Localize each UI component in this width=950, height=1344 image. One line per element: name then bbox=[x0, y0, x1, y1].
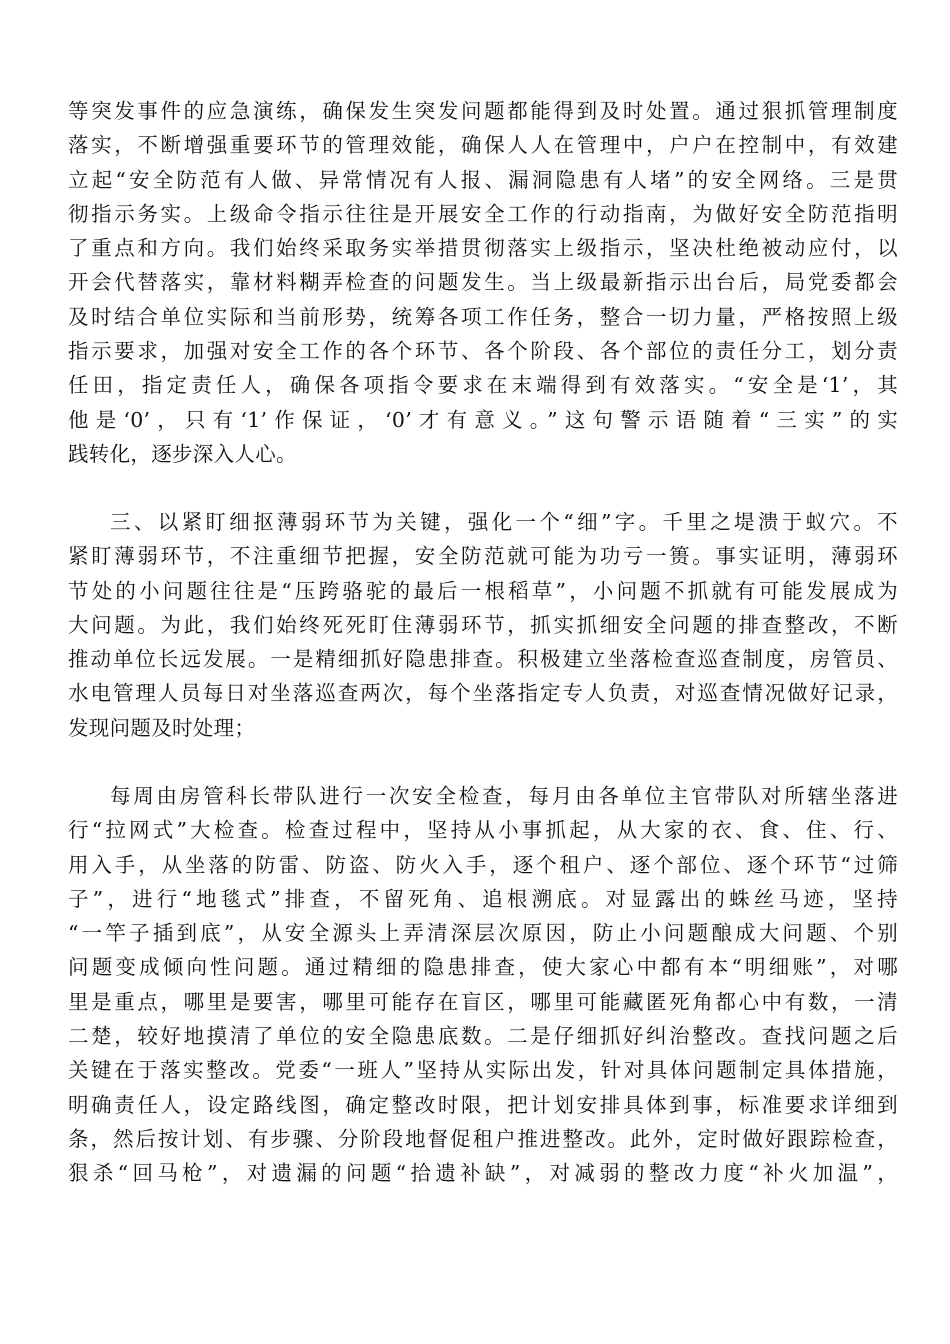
text-line: 发现问题及时处理； bbox=[68, 715, 256, 740]
text-line: 条，然后按计划、有步骤、分阶段地督促租户推进整改。此外，定时做好跟踪检查， bbox=[68, 1126, 898, 1151]
text-line: 及时结合单位实际和当前形势，统筹各项工作任务，整合一切力量，严格按照上级 bbox=[68, 304, 898, 329]
text-line: 用入手，从坐落的防雷、防盗、防火入手，逐个租户、逐个部位、逐个环节“过筛 bbox=[68, 852, 898, 877]
text-line: 等突发事件的应急演练，确保发生突发问题都能得到及时处置。通过狠抓管理制度 bbox=[68, 99, 898, 123]
text-line: 每周由房管科长带队进行一次安全检查，每月由各单位主官带队对所辖坐落进 bbox=[110, 784, 898, 808]
text-line: 问题变成倾向性问题。通过精细的隐患排查，使大家心中都有本“明细账”，对哪 bbox=[68, 955, 898, 980]
text-line: 任田，指定责任人，确保各项指令要求在末端得到有效落实。“安全是‘1’，其 bbox=[68, 373, 898, 398]
text-line: 践转化，逐步深入人心。 bbox=[68, 441, 297, 466]
text-line: 立起“安全防范有人做、异常情况有人报、漏洞隐患有人堵”的安全网络。三是贯 bbox=[68, 167, 898, 192]
text-line: 二楚，较好地摸清了单位的安全隐患底数。二是仔细抓好纠治整改。查找问题之后 bbox=[68, 1024, 898, 1049]
text-line: 行“拉网式”大检查。检查过程中，坚持从小事抓起，从大家的衣、食、住、行、 bbox=[68, 818, 898, 843]
text-line: 他是‘0’，只有‘1’作保证，‘0’才有意义。”这句警示语随着“三实”的实 bbox=[68, 407, 898, 432]
text-line: 大问题。为此，我们始终死死盯住薄弱环节，抓实抓细安全问题的排查整改，不断 bbox=[68, 612, 898, 637]
text-line: 紧盯薄弱环节，不注重细节把握，安全防范就可能为功亏一篑。事实证明，薄弱环 bbox=[68, 544, 898, 569]
text-line: 节处的小问题往往是“压跨骆驼的最后一根稻草”，小问题不抓就有可能发展成为 bbox=[68, 578, 898, 603]
text-line: 开会代替落实，靠材料糊弄检查的问题发生。当上级最新指示出台后，局党委都会 bbox=[68, 270, 898, 295]
text-line: 三、以紧盯细抠薄弱环节为关键，强化一个“细”字。千里之堤溃于蚁穴。不 bbox=[110, 510, 898, 534]
paragraph-3 bbox=[68, 779, 898, 1191]
text-line: 关键在于落实整改。党委“一班人”坚持从实际出发，针对具体问题制定具体措施， bbox=[68, 1058, 898, 1083]
text-line: “一竿子插到底”，从安全源头上弄清深层次原因，防止小问题酿成大问题、个别 bbox=[68, 921, 898, 946]
text-line: 彻指示务实。上级命令指示往往是开展安全工作的行动指南，为做好安全防范指明 bbox=[68, 201, 898, 226]
paragraph-1 bbox=[68, 94, 898, 471]
paragraph-2 bbox=[68, 505, 898, 745]
text-line: 水电管理人员每日对坐落巡查两次，每个坐落指定专人负责，对巡查情况做好记录， bbox=[68, 681, 898, 706]
text-line: 里是重点，哪里是要害，哪里可能存在盲区，哪里可能藏匿死角都心中有数，一清 bbox=[68, 989, 898, 1014]
text-line: 狠杀“回马枪”，对遗漏的问题“拾遗补缺”，对减弱的整改力度“补火加温”， bbox=[68, 1161, 898, 1186]
text-line: 指示要求，加强对安全工作的各个环节、各个阶段、各个部位的责任分工，划分责 bbox=[68, 339, 898, 364]
text-line: 子”，进行“地毯式”排查，不留死角、追根溯底。对显露出的蛛丝马迹，坚持 bbox=[68, 886, 898, 911]
text-line: 明确责任人，设定路线图，确定整改时限，把计划安排具体到事，标准要求详细到 bbox=[68, 1092, 898, 1117]
text-line: 了重点和方向。我们始终采取务实举措贯彻落实上级指示，坚决杜绝被动应付，以 bbox=[68, 236, 898, 261]
text-line: 推动单位长远发展。一是精细抓好隐患排查。积极建立坐落检查巡查制度，房管员、 bbox=[68, 647, 898, 672]
text-line: 落实，不断增强重要环节的管理效能，确保人人在管理中，户户在控制中，有效建 bbox=[68, 133, 898, 158]
